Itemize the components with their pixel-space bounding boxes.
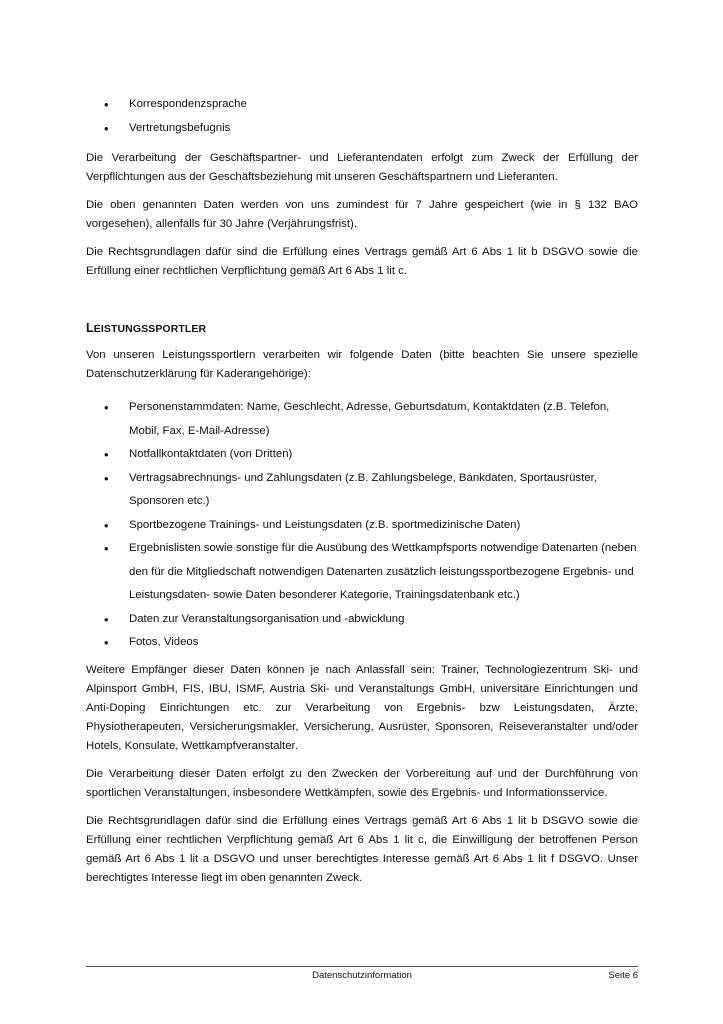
page-number: Seite 6 bbox=[608, 970, 638, 981]
paragraph-purpose-athletes: Die Verarbeitung dieser Daten erfolgt zu den Zwecken der Vorbereitung auf und der Durchführung von sportlichen Veranstaltungen, insbesondere Wettkämpfen, sowie des Ergebnis- und Informationsservice. bbox=[86, 767, 638, 799]
paragraph-recipients: Weitere Empfänger dieser Daten können je nach Anlassfall sein: Trainer, Technologiezentrum Ski- und Alpinsport GmbH, FIS, IBU, ISMF, Austria Ski- und Veranstaltungs GmbH, universitäre Einrichtungen und Anti-Doping Einrichtungen etc. zur Verarbeitung von Ergebnis- bzw Leistungsdaten, Ärzte, Physiotherapeuten, Versicherungsmakler, Versicherung, Ausrüster, Sponsoren, Reiseveranstalter und/oder Hotels, Konsulate, Wettkampfveranstalter. bbox=[86, 663, 638, 752]
paragraph-legal-basis: Die Rechtsgrundlagen dafür sind die Erfüllung eines Vertrags gemäß Art 6 Abs 1 lit b DSGVO sowie die Erfüllung einer rechtlichen Verpflichtung gemäß Art 6 Abs 1 lit c. bbox=[86, 246, 638, 277]
paragraph-purpose-partners: Die Verarbeitung der Geschäftspartner- und Lieferantendaten erfolgt zum Zweck der Erfüllung der Verpflichtungen aus der Geschäftsbeziehung mit unseren Geschäftspartnern und Lieferanten. bbox=[86, 152, 638, 183]
list-item: • Ergebnislisten sowie sonstige für die Ausübung des Wettkampfsports notwendige Datenarten (neben den für die Mitgliedschaft notwendigen Datenarten zusätzlich leistungssportbezogene Ergebnis- und Leistungsdaten- sowie Daten besonderer Kategorie, Trainingsdatenbank etc.) bbox=[86, 537, 638, 608]
list-item: • Vertretungsbefugnis bbox=[86, 117, 638, 141]
paragraph-retention: Die oben genannten Daten werden von uns zumindest für 7 Jahre gespeichert (wie in § 132 BAO vorgesehen), allenfalls für 30 Jahre (Verjährungsfrist). bbox=[86, 199, 638, 230]
list-item: • Vertragsabrechnungs- und Zahlungsdaten (z.B. Zahlungsbelege, Bankdaten, Sportausrüster, Sponsoren etc.) bbox=[86, 467, 638, 514]
list-item: • Daten zur Veranstaltungsorganisation und -abwicklung bbox=[86, 608, 638, 632]
footer-title: Datenschutzinformation bbox=[312, 970, 412, 981]
list-item: • Sportbezogene Trainings- und Leistungsdaten (z.B. sportmedizinische Daten) bbox=[86, 514, 638, 538]
section-heading bbox=[86, 319, 638, 339]
paragraph-legal-basis-athletes: Die Rechtsgrundlagen dafür sind die Erfüllung eines Vertrags gemäß Art 6 Abs 1 lit b DSGVO sowie die Erfüllung einer rechtlichen Verpflichtung gemäß Art 6 Abs 1 lit c, die Einwilligung der betroffenen Person gemäß Art 6 Abs 1 lit a DSGVO und unser berechtigtes Interesse gemäß Art 6 Abs 1 lit f DSGVO. Unser berechtigtes Interesse liegt im oben genannten Zweck. bbox=[86, 814, 638, 884]
bullet-list-top bbox=[86, 93, 638, 140]
list-item: • Fotos, Videos bbox=[86, 631, 638, 655]
footer-divider bbox=[86, 966, 638, 967]
athlete-data-list bbox=[86, 396, 638, 655]
section-heading-rest: EISTUNGSSPORTLER bbox=[93, 323, 207, 335]
list-item: • Korrespondenzsprache bbox=[86, 93, 638, 117]
document-page bbox=[86, 93, 638, 888]
section-intro: Von unseren Leistungssportlern verarbeiten wir folgende Daten (bitte beachten Sie unsere spezielle Datenschutzerklärung für Kaderangehörige): bbox=[86, 349, 638, 380]
list-item: • Personenstammdaten: Name, Geschlecht, Adresse, Geburtsdatum, Kontaktdaten (z.B. Telefon, Mobil, Fax, E-Mail-Adresse) bbox=[86, 396, 638, 443]
section-heading-initial: L bbox=[86, 321, 94, 335]
list-item: • Notfallkontaktdaten (von Dritten) bbox=[86, 443, 638, 467]
